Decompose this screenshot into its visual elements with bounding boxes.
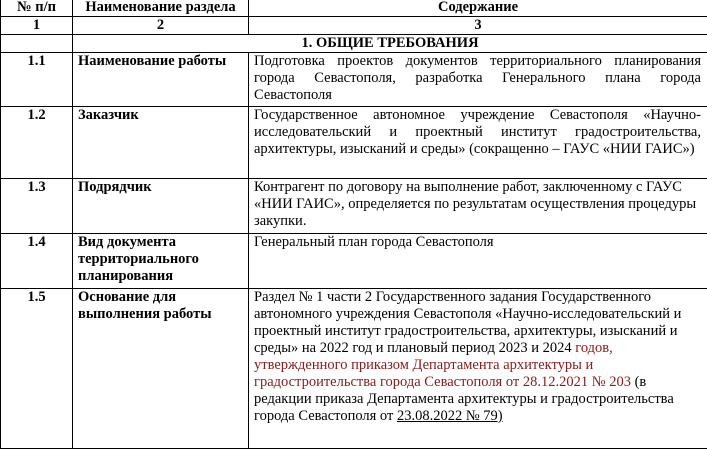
table-row bbox=[1, 53, 707, 107]
table-row bbox=[1, 289, 707, 449]
section-title: 1. ОБЩИЕ ТРЕБОВАНИЯ bbox=[73, 35, 707, 53]
row-name: Вид документа территориального планирования bbox=[73, 234, 249, 289]
header-col-content: Содержание bbox=[249, 0, 707, 17]
column-number-3: 3 bbox=[249, 17, 707, 35]
table-row bbox=[1, 107, 707, 179]
row-number: 1.3 bbox=[1, 179, 73, 234]
row-name: Заказчик bbox=[73, 107, 249, 179]
row-content: Государственное автономное учреждение Севастополя «Научно-исследовательский и проектный институт градостроительства, архитектуры, изысканий и среды» (сокращенно – ГАУС «НИИ ГАИС») bbox=[249, 107, 707, 179]
row-content: Подготовка проектов документов территориального планирования города Севастополя, разработка Генерального плана города Севастополя bbox=[249, 53, 707, 107]
row-number: 1.1 bbox=[1, 53, 73, 107]
row-name: Наименование работы bbox=[73, 53, 249, 107]
section-empty-cell bbox=[1, 35, 73, 53]
column-number-1: 1 bbox=[1, 17, 73, 35]
content-part-underlined: 23.08.2022 № 79) bbox=[397, 408, 503, 424]
header-col-number: № п/п bbox=[1, 0, 73, 17]
table-row bbox=[1, 179, 707, 234]
row-number: 1.5 bbox=[1, 289, 73, 449]
row-content bbox=[249, 289, 707, 449]
table-header-row bbox=[1, 0, 707, 17]
row-number: 1.4 bbox=[1, 234, 73, 289]
header-col-name: Наименование раздела bbox=[73, 0, 249, 17]
row-content: Контрагент по договору на выполнение работ, заключенному с ГАУС «НИИ ГАИС», определяется по результатам осуществления процедуры закупки. bbox=[249, 179, 707, 234]
column-numbering-row bbox=[1, 17, 707, 35]
column-number-2: 2 bbox=[73, 17, 249, 35]
row-name: Подрядчик bbox=[73, 179, 249, 234]
row-number: 1.2 bbox=[1, 107, 73, 179]
row-name: Основание для выполнения работы bbox=[73, 289, 249, 449]
content-part-plain: Раздел № 1 части 2 Государственного задания Государственного автономного учреждения Севастополя «Научно-исследовательский и проектный институт градостроительства, архитектуры, изысканий и среды» на 2022 год и плановый период 2023 и 2024 bbox=[254, 289, 681, 356]
table-row bbox=[1, 234, 707, 289]
content-part-plain-2: (в редакции приказа Департамента архитектуры и градостроительства города Севастополя от bbox=[254, 374, 674, 424]
row-content: Генеральный план города Севастополя bbox=[249, 234, 707, 289]
section-row bbox=[1, 35, 707, 53]
content-part-highlighted: годов, утвержденного приказом Департамента архитектуры и градостроительства города Севастополя от 28.12.2021 № 203 bbox=[254, 340, 631, 390]
